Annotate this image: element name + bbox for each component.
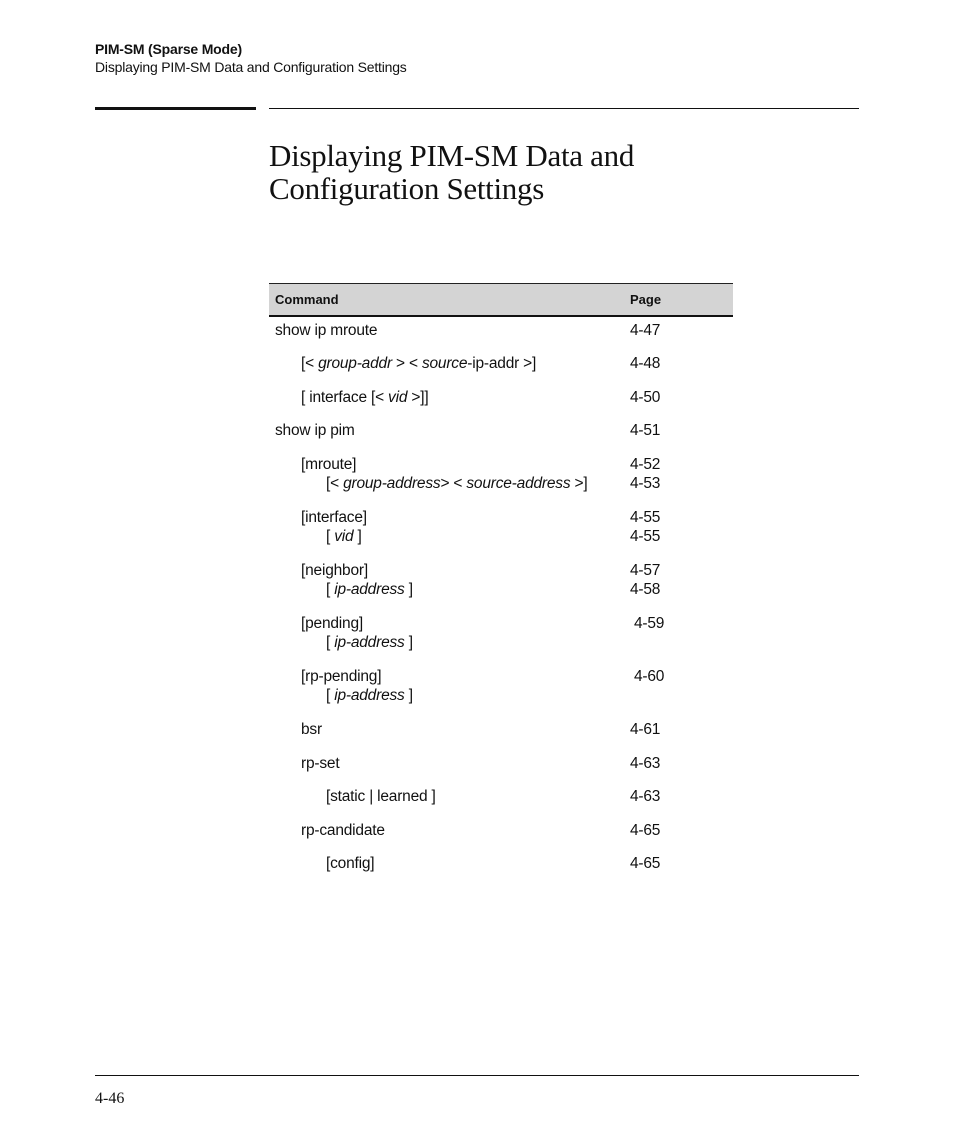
page-cell: 4-58 [630, 581, 661, 598]
command-cell: rp-candidate [301, 822, 385, 839]
page-cell: 4-63 [630, 755, 661, 772]
page-cell: 4-47 [630, 322, 661, 339]
command-cell: [rp-pending] [301, 668, 382, 685]
header-rule-thick [95, 107, 256, 110]
page-cell: 4-55 [630, 528, 661, 545]
running-header-subsection: Displaying PIM-SM Data and Configuration Settings [95, 59, 407, 75]
command-cell: [ vid ] [326, 528, 362, 545]
page-title [269, 139, 634, 205]
header-rule-thin [269, 108, 859, 109]
page-cell: 4-50 [630, 389, 661, 406]
page-number: 4-46 [95, 1090, 125, 1107]
command-cell: bsr [301, 721, 322, 738]
command-cell: rp-set [301, 755, 340, 772]
table-header [269, 283, 733, 317]
page-cell: 4-51 [630, 422, 661, 439]
column-header-page: Page [630, 292, 662, 307]
page-cell: 4-65 [630, 855, 661, 872]
page-cell: 4-65 [630, 822, 661, 839]
command-cell: show ip mroute [275, 322, 378, 339]
command-cell: [interface] [301, 509, 367, 526]
command-cell: [ interface [< vid >]] [301, 389, 429, 406]
command-cell: [< group-addr > < source-ip-addr >] [301, 355, 537, 372]
command-cell: [< group-address> < source-address >] [326, 475, 588, 492]
command-cell: [ ip-address ] [326, 634, 413, 651]
page-cell: 4-48 [630, 355, 661, 372]
page-title-line-2: Configuration Settings [269, 171, 544, 206]
page-cell: 4-52 [630, 456, 661, 473]
page-title-line-1: Displaying PIM-SM Data and [269, 138, 635, 173]
page-cell: 4-53 [630, 475, 661, 492]
command-cell: [pending] [301, 615, 363, 632]
page-cell: 4-59 [634, 615, 665, 632]
page-cell: 4-57 [630, 562, 661, 579]
command-cell: show ip pim [275, 422, 355, 439]
command-cell: [ ip-address ] [326, 687, 413, 704]
command-cell: [ ip-address ] [326, 581, 413, 598]
page-cell: 4-61 [630, 721, 661, 738]
command-cell: [config] [326, 855, 375, 872]
command-cell: [mroute] [301, 456, 357, 473]
command-cell: [neighbor] [301, 562, 368, 579]
running-header-section: PIM-SM (Sparse Mode) [95, 41, 242, 57]
page-cell: 4-63 [630, 788, 661, 805]
page-cell: 4-55 [630, 509, 661, 526]
page-cell: 4-60 [634, 668, 665, 685]
column-header-command: Command [275, 292, 339, 307]
footer-rule [95, 1075, 859, 1076]
command-table [269, 283, 733, 872]
command-cell: [static | learned ] [326, 788, 436, 805]
